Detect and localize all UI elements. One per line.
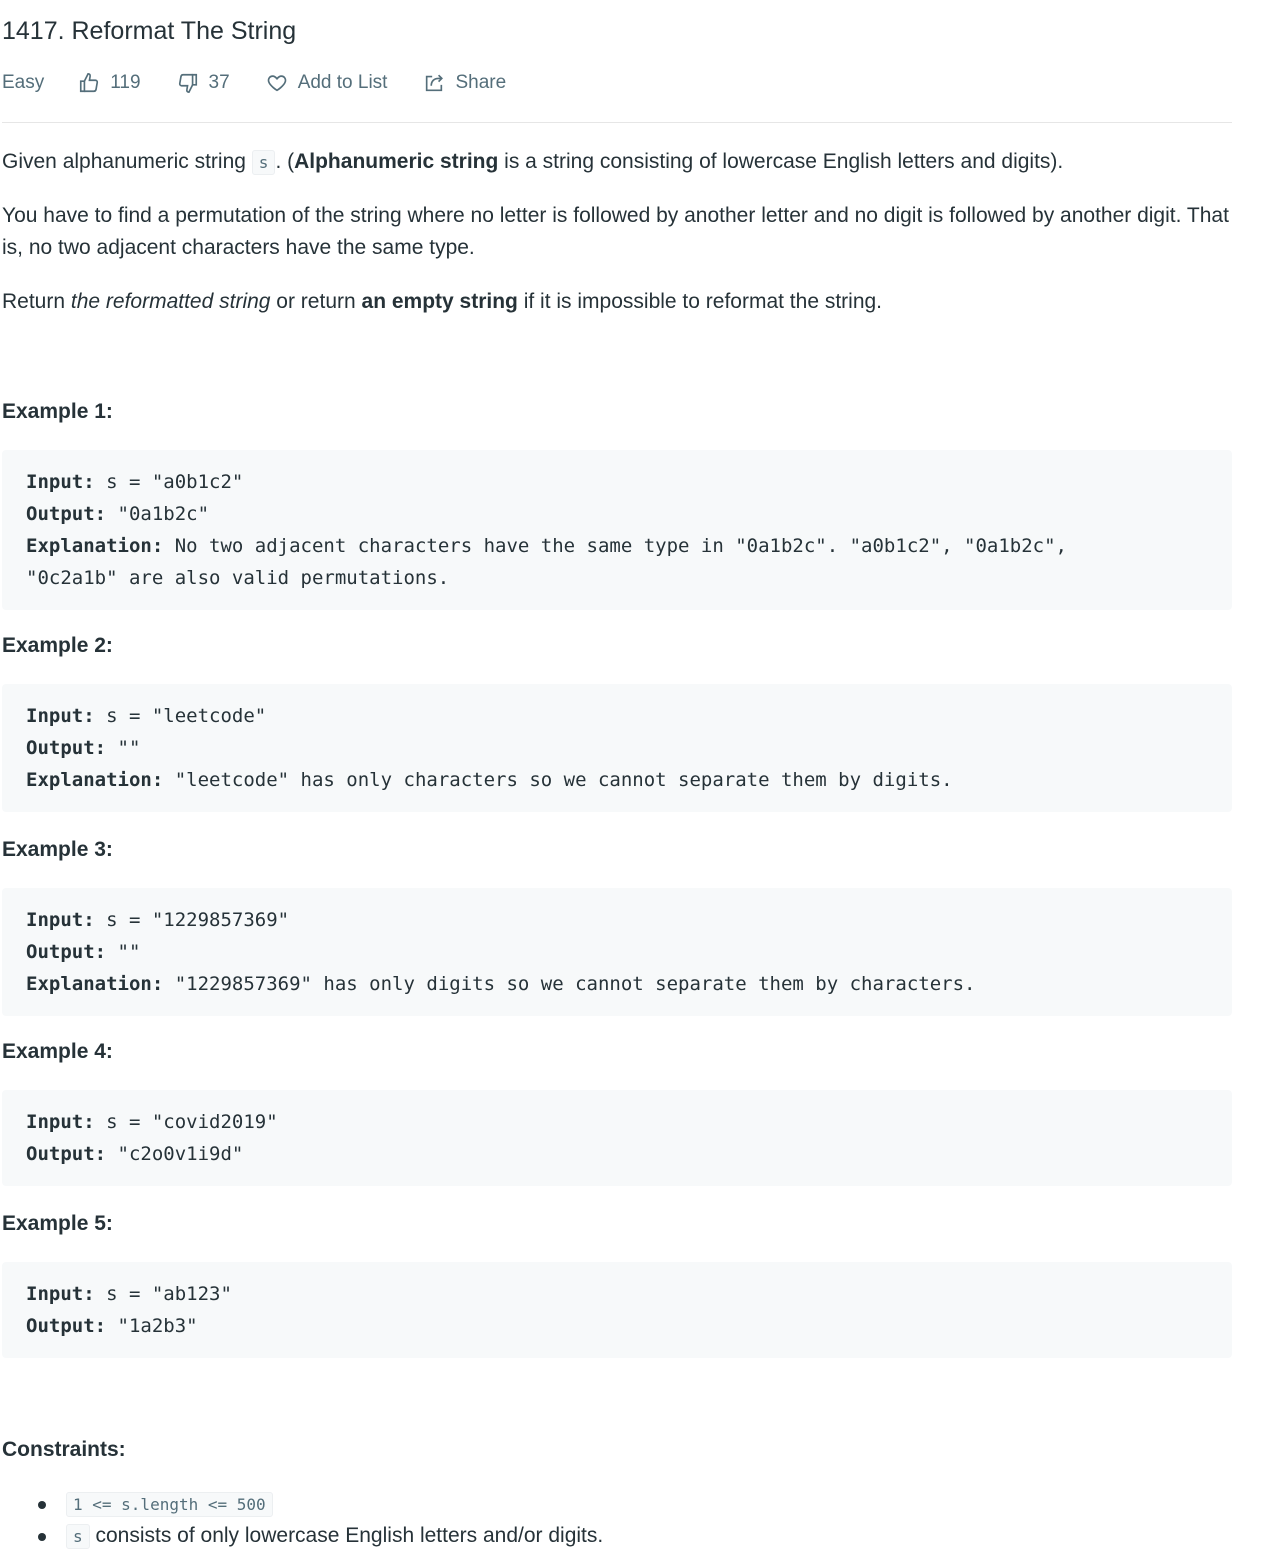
output-label: Output: — [26, 503, 107, 525]
constraint-item — [2, 1520, 603, 1552]
constraints-heading: Constraints: — [2, 1438, 126, 1461]
dislike-count: 37 — [208, 72, 230, 93]
thumbs-down-icon — [177, 72, 199, 94]
example-1-heading: Example 1: — [2, 400, 113, 423]
explanation-label: Explanation: — [26, 535, 164, 557]
inline-code: s — [252, 150, 276, 175]
example-2-block — [2, 684, 1232, 812]
input-label: Input: — [26, 1111, 95, 1133]
text-segment: is a string consisting of lowercase English letters and digits). — [498, 150, 1064, 173]
output-label: Output: — [26, 941, 107, 963]
example-5-block — [2, 1262, 1232, 1358]
example-output-value: "" — [106, 737, 141, 759]
dislike-button[interactable] — [177, 72, 230, 94]
bold-text: Alphanumeric string — [294, 150, 499, 173]
example-input-value: s = "leetcode" — [94, 705, 267, 727]
italic-text: the reformatted string — [70, 290, 271, 313]
example-output-value: "0a1b2c" — [106, 503, 210, 525]
example-output-value: "" — [106, 941, 141, 963]
example-3-block — [2, 888, 1232, 1016]
constraint-item — [2, 1488, 603, 1520]
constraint-code: s — [66, 1524, 90, 1549]
bold-text: an empty string — [361, 290, 518, 313]
example-input-value: s = "1229857369" — [94, 909, 290, 931]
explanation-label: Explanation: — [26, 769, 164, 791]
text-segment: if it is impossible to reformat the string. — [517, 290, 883, 313]
thumbs-up-icon — [78, 72, 100, 94]
explanation-label: Explanation: — [26, 973, 164, 995]
description-paragraph-3 — [2, 286, 1232, 318]
text-segment: . ( — [275, 150, 295, 173]
share-label: Share — [455, 72, 507, 93]
example-input-value: s = "covid2019" — [94, 1111, 278, 1133]
heart-icon — [266, 72, 288, 94]
example-3-heading: Example 3: — [2, 838, 113, 861]
example-output-value: "c2o0v1i9d" — [106, 1143, 244, 1165]
input-label: Input: — [26, 471, 95, 493]
example-explanation: "leetcode" has only characters so we cannot separate them by digits. — [163, 769, 953, 791]
like-count: 119 — [110, 72, 141, 93]
example-4-heading: Example 4: — [2, 1040, 113, 1063]
input-label: Input: — [26, 909, 95, 931]
constraint-text: consists of only lowercase English letters and/or digits. — [89, 1524, 604, 1547]
constraint-code: 1 <= s.length <= 500 — [66, 1492, 273, 1517]
example-explanation-continued: "0c2a1b" are also valid permutations. — [26, 567, 450, 589]
share-icon — [423, 72, 445, 94]
example-explanation: No two adjacent characters have the same type in "0a1b2c". "a0b1c2", "0a1b2c", — [163, 535, 1067, 557]
problem-title: 1417. Reformat The String — [2, 17, 297, 45]
input-label: Input: — [26, 705, 95, 727]
add-to-list-button[interactable] — [266, 72, 388, 94]
text-segment: or return — [270, 290, 362, 313]
problem-meta-bar — [2, 68, 542, 98]
output-label: Output: — [26, 1315, 107, 1337]
example-explanation: "1229857369" has only digits so we cannot separate them by characters. — [163, 973, 976, 995]
text-segment: Given alphanumeric string — [2, 150, 252, 173]
description-paragraph-2: You have to find a permutation of the string where no letter is followed by another letter and no digit is followed by another digit. That is, no two adjacent characters have the same type. — [2, 204, 1229, 259]
text-segment: Return — [2, 290, 71, 313]
example-input-value: s = "ab123" — [94, 1283, 232, 1305]
like-button[interactable] — [78, 72, 140, 94]
add-to-list-label: Add to List — [297, 72, 388, 93]
example-input-value: s = "a0b1c2" — [94, 471, 244, 493]
example-output-value: "1a2b3" — [106, 1315, 198, 1337]
difficulty-label: Easy — [2, 72, 45, 93]
example-1-block — [2, 450, 1232, 610]
share-button[interactable] — [423, 72, 506, 94]
output-label: Output: — [26, 737, 107, 759]
example-4-block — [2, 1090, 1232, 1186]
input-label: Input: — [26, 1283, 95, 1305]
output-label: Output: — [26, 1143, 107, 1165]
example-5-heading: Example 5: — [2, 1212, 113, 1235]
example-2-heading: Example 2: — [2, 634, 113, 657]
header-divider — [2, 122, 1232, 123]
description-paragraph-1 — [2, 146, 1232, 179]
constraints-list — [2, 1488, 603, 1552]
